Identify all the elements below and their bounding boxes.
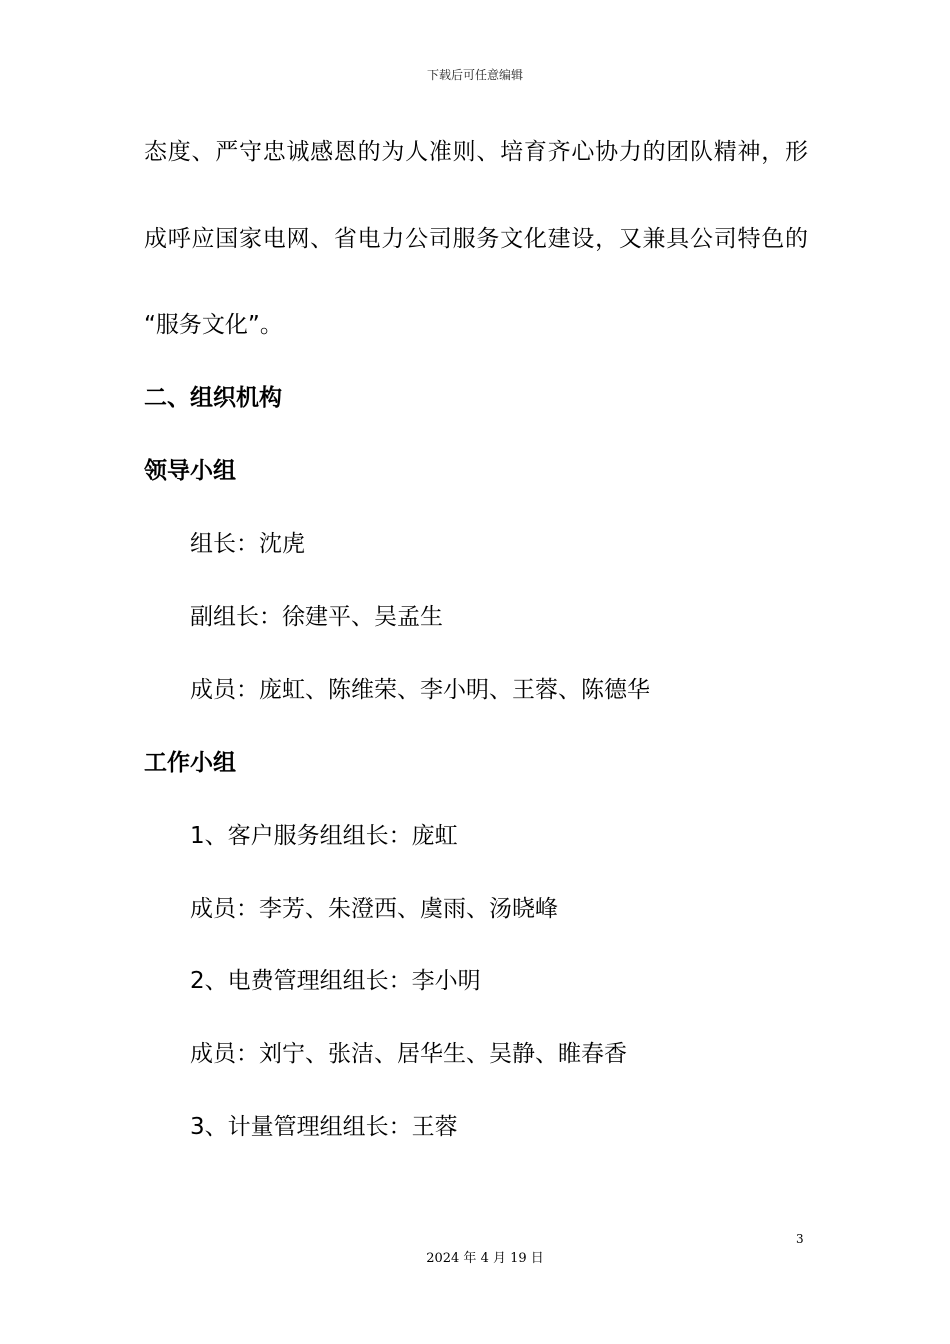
page-header: 下载后可任意编辑 xyxy=(426,68,523,82)
work-group-title: 工作小组 xyxy=(144,750,236,776)
customer-service-group-members: 成员：李芳、朱澄西、虞雨、汤晓峰 xyxy=(190,896,558,922)
footer-date: 2024 年 4 月 19 日 xyxy=(426,1251,544,1266)
leadership-deputy: 副组长：徐建平、吴孟生 xyxy=(190,604,443,630)
paragraph-line-2: 成呼应国家电网、省电力公司服务文化建设，又兼具公司特色的 xyxy=(144,226,808,252)
leadership-group-title: 领导小组 xyxy=(144,458,236,484)
metering-group-leader: 3、计量管理组组长：王蓉 xyxy=(190,1114,458,1140)
billing-group-members: 成员：刘宁、张洁、居华生、吴静、睢春香 xyxy=(190,1041,627,1067)
section-title: 二、组织机构 xyxy=(144,385,282,411)
page-number: 3 xyxy=(796,1232,804,1246)
billing-group-leader: 2、电费管理组组长：李小明 xyxy=(190,968,481,994)
leadership-members: 成员：庞虹、陈维荣、李小明、王蓉、陈德华 xyxy=(190,677,650,703)
leadership-leader: 组长：沈虎 xyxy=(190,531,305,557)
paragraph-line-3: “服务文化”。 xyxy=(144,312,283,338)
customer-service-group-leader: 1、客户服务组组长：庞虹 xyxy=(190,823,458,849)
paragraph-line-1: 态度、严守忠诚感恩的为人准则、培育齐心协力的团队精神，形 xyxy=(144,139,808,165)
